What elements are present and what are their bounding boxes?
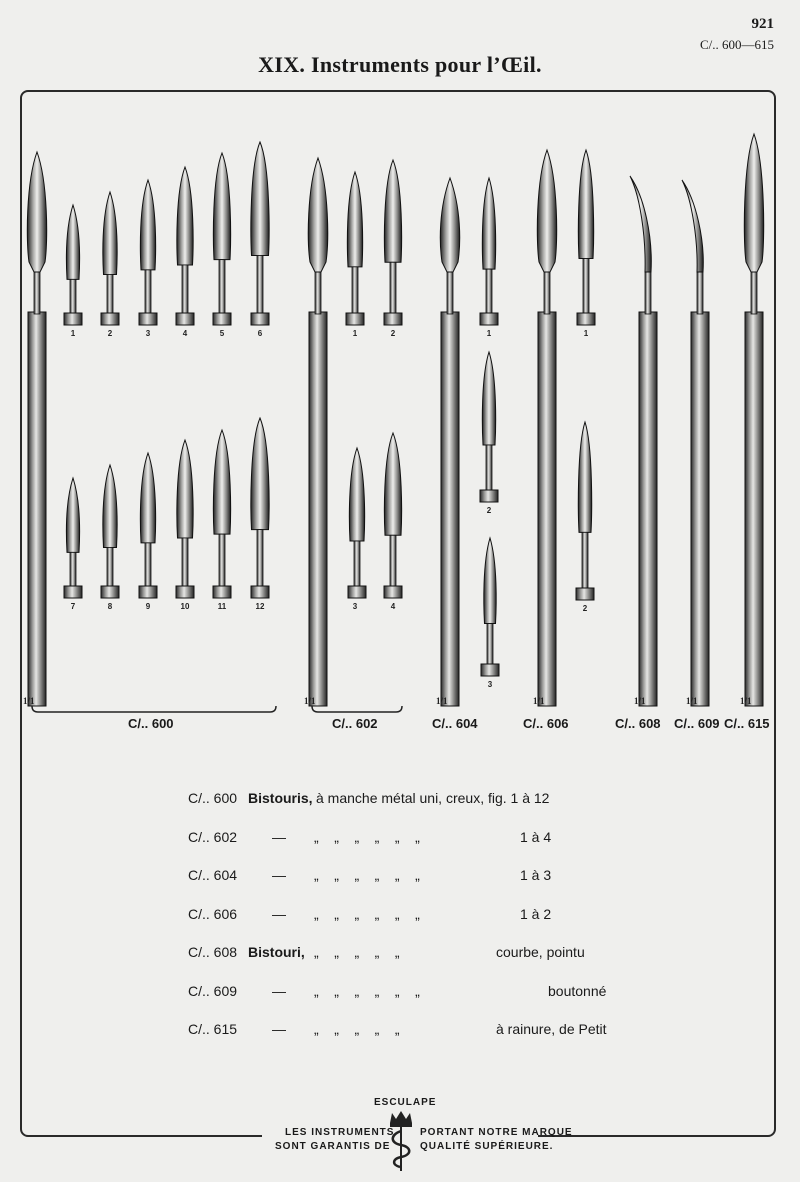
blade-shank (390, 535, 396, 588)
group-label-606: C/.. 606 (523, 716, 569, 731)
desc-ref: C/.. 602 (188, 828, 238, 845)
instrument-handle (538, 312, 556, 706)
blade-shape (213, 153, 230, 260)
fig-number: 1 (486, 329, 492, 338)
fig-number: 9 (145, 602, 151, 611)
desc-text: 1 à 2 (520, 905, 552, 922)
blade-base (176, 586, 194, 598)
desc-dash: — (272, 905, 286, 922)
small-blade (139, 180, 157, 325)
handled-instrument (308, 158, 327, 706)
fig-number: 4 (182, 329, 188, 338)
group-label-615: C/.. 615 (724, 716, 770, 731)
fig-number: 2 (107, 329, 113, 338)
blade-shank (354, 541, 360, 588)
blade-shape (103, 465, 117, 547)
instrument-shank (315, 272, 321, 314)
instrument-handle (441, 312, 459, 706)
instrument-handle (745, 312, 763, 706)
group-label-608: C/.. 608 (615, 716, 661, 731)
description-list (188, 790, 648, 1060)
blade-shank (219, 534, 225, 588)
instrument-handle (691, 312, 709, 706)
desc-dittos: „ „ „ „ „ (314, 944, 400, 960)
fig-number: 7 (70, 602, 76, 611)
scale-mark: 1/1 (304, 696, 316, 706)
desc-text: 1 à 3 (520, 867, 552, 883)
blade-shape (140, 180, 155, 270)
straight-blade (27, 152, 46, 272)
instrument-shank (645, 272, 651, 314)
group-bracket (312, 706, 402, 712)
desc-text: à rainure, de Petit (496, 1021, 607, 1037)
handled-instrument (682, 180, 709, 706)
group-label-602: C/.. 602 (332, 716, 378, 731)
desc-text: courbe, pointu (496, 944, 585, 960)
blade-shape (140, 453, 155, 543)
small-blade (480, 178, 498, 325)
blade-shape (251, 418, 269, 530)
fig-number: 5 (219, 329, 225, 338)
blade-shank (487, 624, 493, 666)
fig-number: 1 (583, 329, 589, 338)
desc-row-606 (188, 906, 648, 945)
blade-shape (177, 440, 193, 538)
blade-base (346, 313, 364, 325)
fig-number: 12 (255, 602, 265, 611)
small-blade (576, 422, 594, 600)
blade-base (577, 313, 595, 325)
small-blade (64, 478, 82, 598)
instrument-handle (309, 312, 327, 706)
blade-shank (145, 543, 151, 588)
blade-shank (182, 265, 188, 315)
blade-shape (347, 172, 362, 267)
blade-shank (70, 279, 76, 315)
desc-dash: — (272, 982, 286, 999)
blade-base (101, 313, 119, 325)
blade-base (101, 586, 119, 598)
small-blade (101, 192, 119, 325)
blade-base (213, 313, 231, 325)
instrument-shank (697, 272, 703, 314)
blade-shape (349, 448, 364, 541)
desc-row-600 (188, 790, 648, 829)
desc-name: Bistouris, (248, 790, 313, 806)
blade-base (64, 313, 82, 325)
handled-instrument (27, 152, 46, 706)
desc-row-604 (188, 867, 648, 906)
straight-blade (537, 150, 556, 272)
blade-shape (213, 430, 230, 534)
group-label-600: C/.. 600 (128, 716, 174, 731)
scale-mark: 1/1 (634, 696, 646, 706)
blade-base (251, 586, 269, 598)
blade-base (139, 586, 157, 598)
group-label-604: C/.. 604 (432, 716, 478, 731)
blade-base (576, 588, 594, 600)
footer-line-left-1: LES INSTRUMENTS (285, 1127, 395, 1138)
group-bracket (32, 706, 276, 712)
fig-number: 3 (487, 680, 493, 689)
small-blade (346, 172, 364, 325)
blade-shank (70, 552, 76, 588)
straight-blade (744, 134, 763, 272)
fig-number: 3 (352, 602, 358, 611)
blade-shape (177, 167, 193, 265)
desc-text: à manche métal uni, creux, fig. 1 à 12 (316, 790, 550, 806)
blade-shank (182, 538, 188, 588)
footer-line-right-2: QUALITÉ SUPÉRIEURE. (420, 1141, 554, 1152)
blade-base (480, 313, 498, 325)
desc-ref: C/.. 606 (188, 905, 238, 922)
straight-blade (440, 178, 459, 272)
small-blade (348, 448, 366, 598)
fig-number: 1 (352, 329, 358, 338)
blade-shank (582, 532, 588, 590)
blade-base (64, 586, 82, 598)
fig-number: 2 (390, 329, 396, 338)
blade-shank (257, 255, 263, 315)
section-title: XIX. Instruments pour l’Œil. (258, 52, 542, 77)
blade-shank (352, 267, 358, 315)
group-label-609: C/.. 609 (674, 716, 720, 731)
small-blade (481, 538, 499, 676)
blade-base (251, 313, 269, 325)
desc-row-615 (188, 1021, 648, 1060)
instrument-handle (639, 312, 657, 706)
blade-shape (251, 142, 269, 255)
footer-line-left-2: SONT GARANTIS DE (275, 1141, 391, 1152)
footer-line-right-1: PORTANT NOTRE MARQUE (420, 1127, 573, 1138)
small-blade (384, 160, 402, 325)
small-blade (384, 433, 402, 598)
fig-number: 8 (107, 602, 113, 611)
blade-base (176, 313, 194, 325)
desc-name: Bistouri, (248, 944, 305, 960)
desc-ref: C/.. 604 (188, 867, 238, 883)
fig-number: 2 (486, 506, 492, 515)
fig-number: 6 (257, 329, 263, 338)
blade-shape (66, 205, 79, 279)
blade-base (139, 313, 157, 325)
handled-instrument (440, 178, 459, 706)
blade-shank (107, 547, 113, 588)
handled-instrument (630, 176, 657, 706)
desc-ref: C/.. 600 (188, 790, 238, 806)
small-blade (139, 453, 157, 598)
straight-blade (308, 158, 327, 272)
desc-dittos: „ „ „ „ „ „ (314, 828, 420, 845)
instrument-shank (447, 272, 453, 314)
desc-dash: — (272, 867, 286, 883)
blade-base (384, 586, 402, 598)
blade-shape (482, 178, 495, 269)
fig-number: 4 (390, 602, 396, 611)
fig-number: 1 (70, 329, 76, 338)
blade-shank (145, 270, 151, 315)
desc-text: 1 à 4 (520, 828, 552, 845)
instrument-shank (544, 272, 550, 314)
blade-base (384, 313, 402, 325)
small-blade (577, 150, 595, 325)
crown-serpent-logo (386, 1109, 416, 1173)
blade-shank (486, 269, 492, 315)
scale-mark: 1/1 (436, 696, 448, 706)
catalog-range: C/.. 600—615 (699, 37, 774, 52)
small-blade (176, 167, 194, 325)
blade-shape (484, 538, 496, 624)
desc-dash: — (272, 828, 286, 845)
fig-number: 10 (180, 602, 190, 611)
blade-shank (257, 530, 263, 588)
desc-row-609 (188, 983, 648, 1022)
curved-blade (682, 180, 703, 272)
desc-dash: — (272, 1021, 286, 1037)
desc-text: boutonné (548, 982, 607, 999)
instrument-shank (34, 272, 40, 314)
blade-base (480, 490, 498, 502)
desc-row-608 (188, 944, 648, 983)
curved-blade (630, 176, 651, 272)
blade-shank (219, 260, 225, 315)
blade-shape (482, 352, 495, 445)
page-number: 921 (751, 16, 774, 32)
blade-shank (107, 274, 113, 315)
blade-shape (384, 160, 401, 262)
handled-instrument (744, 134, 763, 706)
small-blade (101, 465, 119, 598)
scale-mark: 1/1 (686, 696, 698, 706)
blade-shank (486, 445, 492, 492)
desc-ref: C/.. 609 (188, 982, 238, 999)
desc-dittos: „ „ „ „ „ „ (314, 905, 420, 922)
small-blade (251, 142, 269, 325)
desc-ref: C/.. 608 (188, 944, 238, 960)
blade-shape (103, 192, 117, 274)
small-blade (480, 352, 498, 502)
blade-shape (578, 150, 593, 259)
handled-instrument (537, 150, 556, 706)
small-blade (64, 205, 82, 325)
desc-dittos: „ „ „ „ „ „ (314, 982, 420, 999)
blade-base (481, 664, 499, 676)
scale-mark: 1/1 (740, 696, 752, 706)
brand-name: ESCULAPE (374, 1097, 437, 1108)
fig-number: 11 (217, 602, 227, 611)
small-blade (251, 418, 269, 598)
blade-shape (66, 478, 79, 552)
scale-mark: 1/1 (533, 696, 545, 706)
instrument-handle (28, 312, 46, 706)
desc-row-602 (188, 829, 648, 868)
blade-shape (384, 433, 401, 535)
fig-number: 3 (145, 329, 151, 338)
blade-shank (390, 262, 396, 315)
scale-mark: 1/1 (23, 696, 35, 706)
fig-number: 2 (582, 604, 588, 613)
small-blade (213, 430, 231, 598)
small-blade (176, 440, 194, 598)
instrument-shank (751, 272, 757, 314)
desc-ref: C/.. 615 (188, 1021, 238, 1037)
blade-shank (583, 259, 589, 316)
blade-base (348, 586, 366, 598)
blade-base (213, 586, 231, 598)
blade-shape (578, 422, 591, 532)
desc-dittos: „ „ „ „ „ (314, 1021, 400, 1037)
small-blade (213, 153, 231, 325)
desc-dittos: „ „ „ „ „ „ (314, 867, 420, 883)
